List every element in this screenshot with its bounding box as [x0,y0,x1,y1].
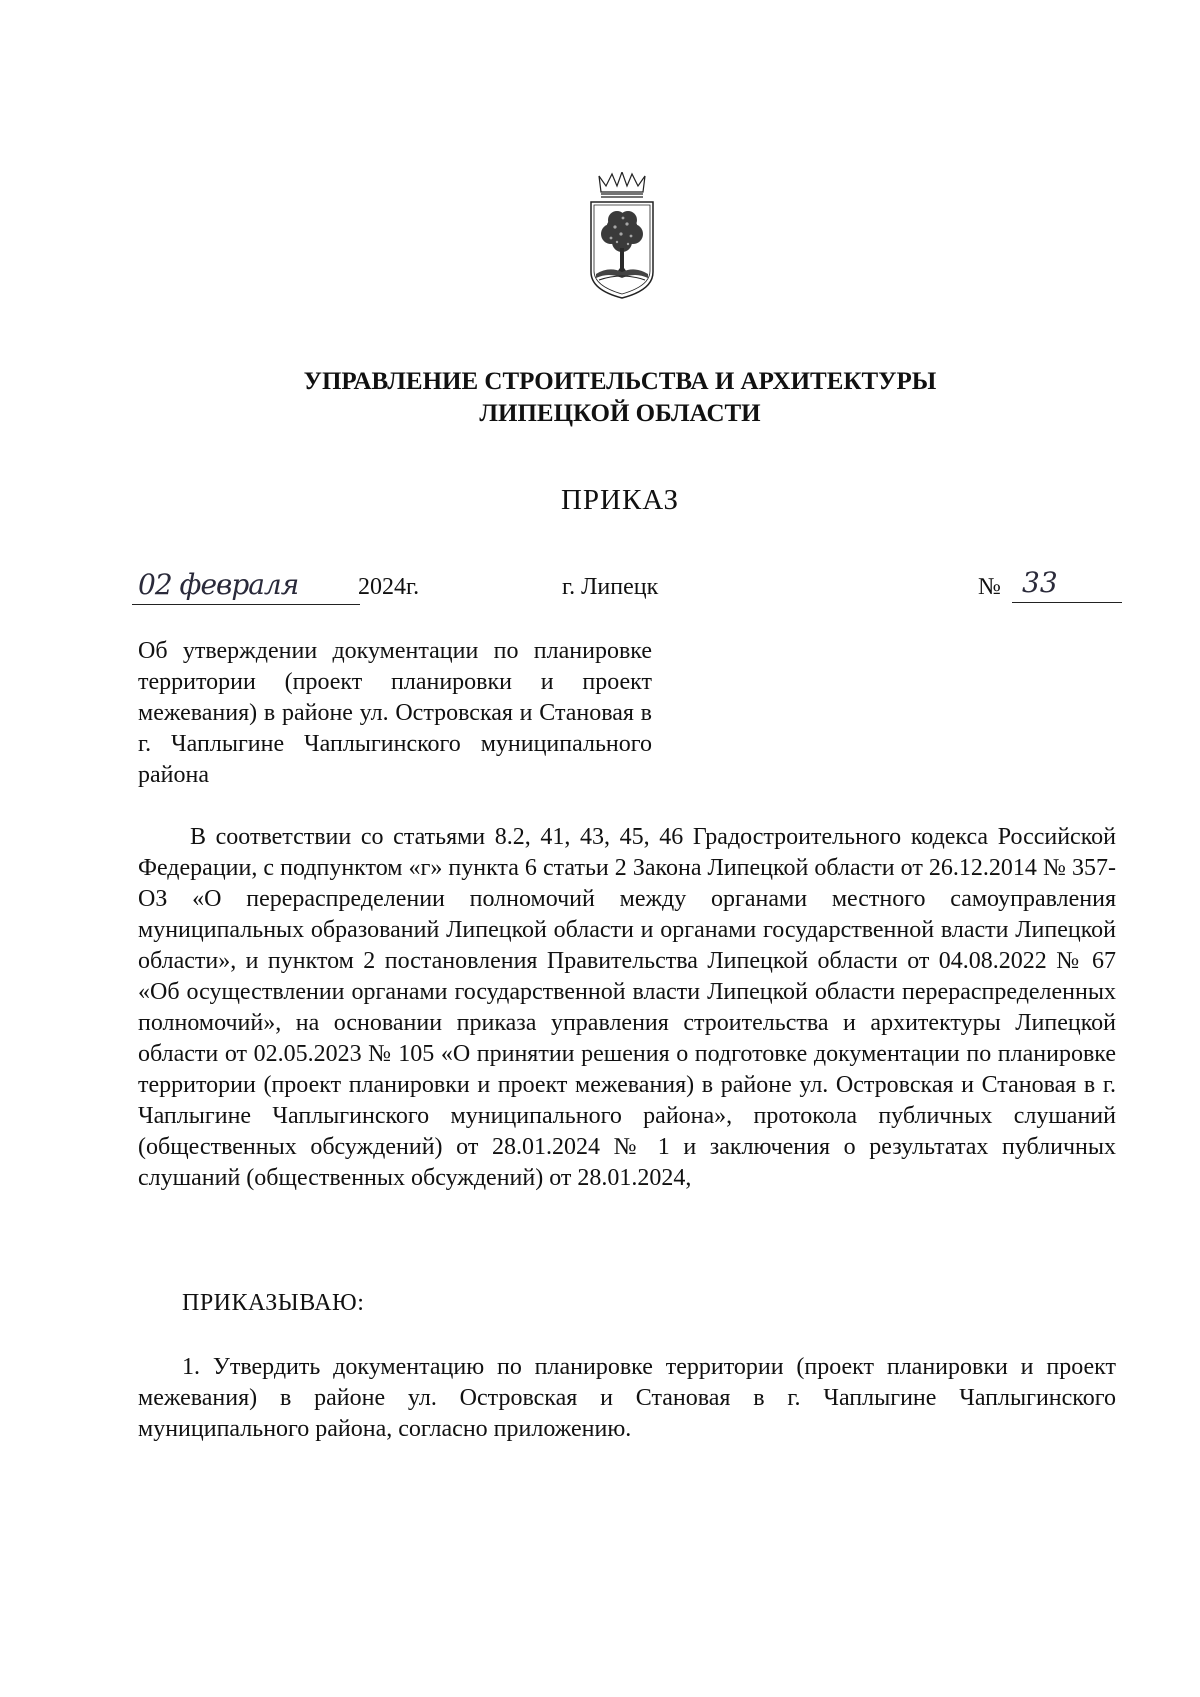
order-city: г. Липецк [562,574,659,600]
coat-of-arms-emblem-icon [587,172,657,300]
organization-title [150,366,1090,430]
handwritten-date: 02 февраля [132,566,360,605]
organization-title-line2: ЛИПЕЦКОЙ ОБЛАСТИ [479,400,761,427]
preamble-paragraph: В соответствии со статьями 8.2, 41, 43, 45, 46 Градостроительного кодекса Российской Федерации, с подпунктом «г» пункта 6 статьи 2 Закона Липецкой области от 26.12.2014 № 357-ОЗ «О перераспределении полномочий между органами местного самоуправления муниципальных образований Липецкой области и органами государственной власти Липецкой области», и пунктом 2 постановления Правительства Липецкой области от 04.08.2022 № 67 «Об осуществлении органами государственной власти Липецкой области перераспределенных полномочий», на основании приказа управления строительства и архитектуры Липецкой области от 02.05.2023 № 105 «О принятии решения о подготовке документации по планировке территории (проект планировки и проект межевания) в районе ул. Островская и Становая в г. Чаплыгине Чаплыгинского муниципального района», протокола публичных слушаний (общественных обсуждений) от 28.01.2024 № 1 и заключения о результатах публичных слушаний (общественных обсуждений) от 28.01.2024, [138,824,1116,1191]
order-number-label: № [978,574,1001,600]
order-meta-row [132,566,1092,614]
order-item-1: 1. Утвердить документацию по планировке территории (проект планировки и проект межевания) в районе ул. Островская и Становая в г. Чаплыгине Чаплыгинского муниципального района, согласно приложению. [138,1354,1116,1442]
order-year: 2024г. [358,574,420,600]
order-directive-word: ПРИКАЗЫВАЮ: [182,1290,365,1316]
document-type: ПРИКАЗ [560,484,680,516]
order-subject: Об утверждении документации по планировке территории (проект планировки и проект межевания) в районе ул. Островская и Становая в г. Чаплыгине Чаплыгинского муниципального района [138,638,652,788]
organization-title-line1: УПРАВЛЕНИЕ СТРОИТЕЛЬСТВА И АРХИТЕКТУРЫ [303,368,937,395]
handwritten-order-number: 33 [1012,564,1122,603]
